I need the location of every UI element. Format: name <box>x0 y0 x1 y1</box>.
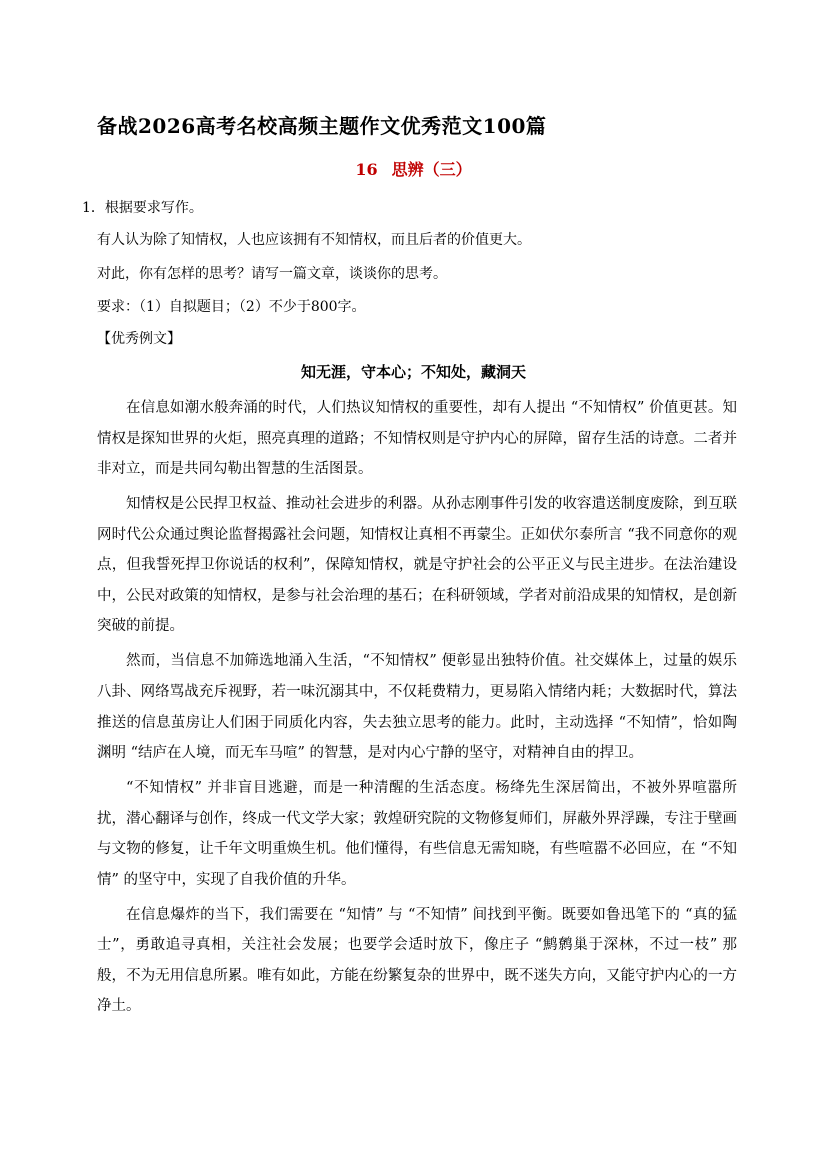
essay-paragraph: 在信息爆炸的当下，我们需要在 “知情” 与 “不知情” 间找到平衡。既要如鲁迅笔下的 “真的猛士”，勇敢追寻真相，关注社会发展；也要学会适时放下，像庄子 “鹪鹩巢于深林，不过一枝” 那般，不为无用信息所累。唯有如此，方能在纷繁复杂的世界中，既不迷失方向，又能守护内心的一方净土。 <box>97 906 737 1015</box>
essay-paragraph: 知情权是公民捍卫权益、推动社会进步的利器。从孙志刚事件引发的收容遣送制度废除，到互联网时代公众通过舆论监督揭露社会问题，知情权让真相不再蒙尘。正如伏尔泰所言 “我不同意你的观点，但我誓死捍卫你说话的权利”，保障知情权，就是守护社会的公平正义与民主进步。在法治建设中，公民对政策的知情权，是参与社会治理的基石；在科研领域，学者对前沿成果的知情权，是创新突破的前提。 <box>97 496 737 635</box>
document-title: 备战2026高考名校高频主题作文优秀范文100篇 <box>97 114 547 138</box>
essay-body <box>97 393 737 1026</box>
section-heading <box>0 157 827 180</box>
section-number: 16 <box>355 160 378 179</box>
question-requirements: 要求：（1）自拟题目；（2）不少于800字。 <box>97 299 366 315</box>
essay-title: 知无涯，守本心；不知处，藏洞天 <box>300 363 526 381</box>
essay-paragraph: 然而，当信息不加筛选地涌入生活，“不知情权” 便彰显出独特价值。社交媒体上，过量的娱乐八卦、网络骂战充斥视野，若一味沉溺其中，不仅耗费精力，更易陷入情绪内耗；大数据时代，算法推送的信息茧房让人们困于同质化内容，失去独立思考的能力。此时，主动选择 “不知情”，恰如陶渊明 “结庐在人境，而无车马喧” 的智慧，是对内心宁静的坚守，对精神自由的捍卫。 <box>97 653 737 762</box>
essay-paragraph: “不知情权” 并非盲目逃避，而是一种清醒的生活态度。杨绛先生深居简出，不被外界喧嚣所扰，潜心翻译与创作，终成一代文学大家；敦煌研究院的文物修复师们，屏蔽外界浮躁，专注于壁画与文物的修复，让千年文明重焕生机。他们懂得，有些信息无需知晓，有些喧嚣不必回应，在 “不知情” 的坚守中，实现了自我价值的升华。 <box>97 780 737 888</box>
question-number: 1．根据要求写作。 <box>82 200 203 216</box>
sample-essay-label: 【优秀例文】 <box>97 331 181 347</box>
question-prompt: 有人认为除了知情权，人也应该拥有不知情权，而且后者的价值更大。 <box>97 232 531 248</box>
question-instruction: 对此，你有怎样的思考？请写一篇文章，谈谈你的思考。 <box>97 266 447 282</box>
essay-paragraph: 在信息如潮水般奔涌的时代，人们热议知情权的重要性，却有人提出 “不知情权” 价值更甚。知情权是探知世界的火炬，照亮真理的道路；不知情权则是守护内心的屏障，留存生活的诗意。二者并非对立，而是共同勾勒出智慧的生活图景。 <box>97 400 737 478</box>
section-name: 思辨（三） <box>391 160 472 179</box>
